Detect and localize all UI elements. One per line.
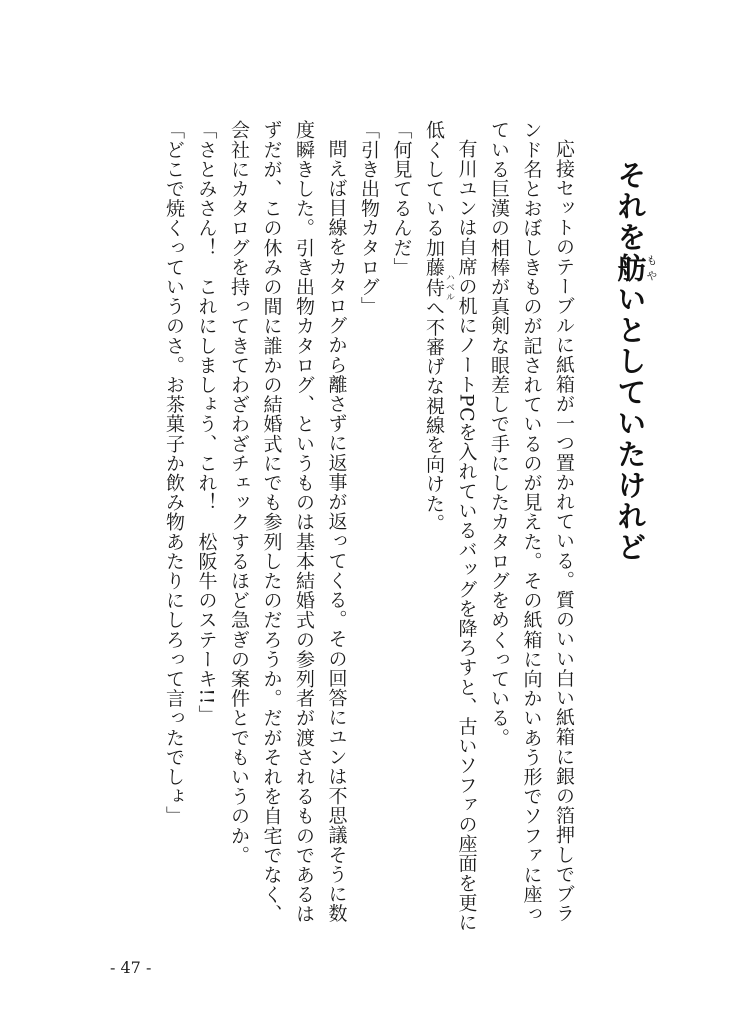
paragraph [418, 120, 483, 940]
ruby-reading: もや [644, 253, 658, 284]
page-number: - 47 - [110, 958, 152, 977]
body-text [140, 120, 580, 940]
ruby-base: 舫 [613, 253, 648, 284]
chapter-title-part: それを [613, 160, 648, 253]
name-ruby [423, 272, 454, 302]
chapter-title [613, 160, 658, 580]
chapter-title-part: いとしていたけれど [613, 284, 648, 563]
ruby-reading: ハベル [444, 272, 454, 302]
chapter-title-ruby [613, 253, 658, 284]
paragraph: 応接セットのテーブルに紙箱が一つ置かれている。質のいい白い紙箱に銀の箔押しでブランド名とおぼしきものが記されているのが見えた。その紙箱に向かいあう形でソファに座っている巨漢の相棒が真剣な眼差しで手にしたカタログをめくっている。 [488, 120, 575, 924]
dialogue-line: 「さとみさん！ これにしましょう、これ！ 松阪牛のステーキ!!」 [195, 120, 218, 725]
paragraph: 問えば目線をカタログから離さずに返事が返ってくる。その回答にユンは不思議そうに数度瞬きした。引き出物カタログ、というものは基本結婚式の参列者が渡されるものであるはずだが、この休みの間に誰かの結婚式にでも参列したのだろうか。だがそれを自宅でなく、会社にカタログを持ってきてわざわざチェックするほど急ぎの案件とでもいうのか。 [228, 120, 348, 924]
ruby-base: 侍 [423, 272, 445, 302]
dialogue-line: 「どこで焼くっていうのさ。お茶菓子か飲み物あたりにしろって言ったでしょ」 [163, 120, 185, 826]
paragraph-part: 有川ユンは自席の机にノートPCを入れているバッグを降ろすと、古いソファの座面を更に低くしている加藤 [423, 120, 478, 932]
paragraph-part: へ不審げな視線を向けた。 [423, 297, 445, 533]
dialogue-line: 「何見てるんだ」 [390, 120, 413, 277]
dialogue-line: 「引き出物カタログ」 [358, 120, 380, 316]
